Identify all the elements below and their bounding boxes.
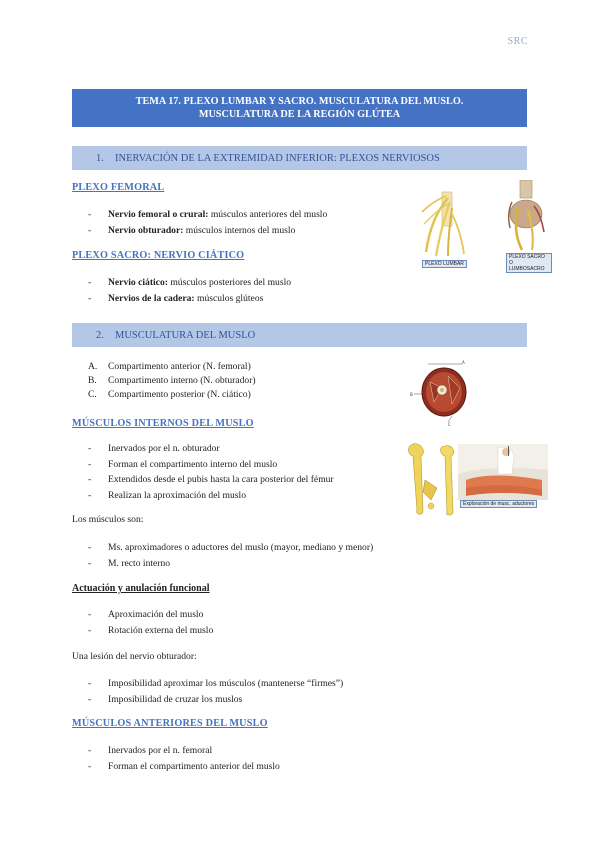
list-item: - Ms. aproximadores o aductores del muslo (mayor, mediano y menor) [88,540,373,556]
list-item: A. Compartimento anterior (N. femoral) [88,361,251,372]
list-item: C. Compartimento posterior (N. ciático) [88,389,251,400]
list-item: - Rotación externa del muslo [88,623,213,639]
svg-text:A: A [462,360,465,365]
exploration-photo-icon [458,444,548,500]
internos-list [88,441,334,503]
section-number: 2. [96,329,104,341]
section-1-heading [72,146,527,170]
lesion-effects-list [88,676,343,707]
list-item: - Nervio femoral o crural: músculos anteriores del muslo [88,207,327,223]
plexo-femoral-heading: PLEXO FEMORAL [72,182,165,193]
lesion-intro: Una lesión del nervio obturador: [72,651,197,662]
title-line-1: TEMA 17. PLEXO LUMBAR Y SACRO. MUSCULATURA DEL MUSLO. [135,96,464,107]
list-item: - Imposibilidad de cruzar los muslos [88,692,343,708]
plexo-lumbar-label: PLEXO LUMBAR [422,260,467,268]
sacral-plexus-icon [504,180,548,252]
functions-list [88,607,213,638]
list-item: - Realizan la aproximación del muslo [88,488,334,504]
document-title [72,89,527,127]
plexo-sacro-figure [504,180,552,272]
plexo-sacro-label: PLEXO SACRO O LUMBOSACRO [506,253,552,273]
list-item: - Forman el compartimento interno del muslo [88,457,334,473]
muscles-list [88,540,373,571]
section-title: MUSCULATURA DEL MUSLO [115,329,256,341]
compartments-list [88,360,256,402]
section-number: 1. [96,152,104,164]
plexo-lumbar-figure [418,190,474,270]
svg-text:B: B [410,392,413,397]
anteriores-list [88,743,280,774]
musculos-internos-heading: MÚSCULOS INTERNOS DEL MUSLO [72,418,254,429]
title-line-2: MUSCULATURA DE LA REGIÓN GLÚTEA [198,109,401,120]
plexo-sacro-list [88,275,291,306]
femur-bones-figure [403,440,465,518]
nerve-illustration-icon [418,190,474,260]
author-initials: SRC [507,36,528,47]
list-item: - Inervados por el n. obturador [88,441,334,457]
plexo-femoral-list [88,207,327,238]
list-item: - Nervio ciático: músculos posteriores del muslo [88,275,291,291]
list-item: - Aproximación del muslo [88,607,213,623]
list-item: - Forman el compartimento anterior del muslo [88,759,280,775]
list-item: - Nervios de la cadera: músculos glúteos [88,291,291,307]
list-item: - Imposibilidad aproximar los músculos (mantenerse “firmes”) [88,676,343,692]
list-item: - Nervio obturador: músculos internos del muslo [88,223,327,239]
section-title: INERVACIÓN DE LA EXTREMIDAD INFERIOR: PLEXOS NERVIOSOS [115,152,440,164]
musculos-anteriores-heading: MÚSCULOS ANTERIORES DEL MUSLO [72,718,268,729]
svg-text:C: C [448,422,451,427]
section-2-heading [72,323,527,347]
muscles-intro: Los músculos son: [72,514,144,525]
plexo-sacro-heading: PLEXO SACRO: NERVIO CIÁTICO [72,250,245,261]
list-item: B. Compartimento interno (N. obturador) [88,375,256,386]
list-item: - M. recto interno [88,556,373,572]
cross-section-icon [408,358,478,428]
femur-icon [403,440,465,518]
list-item: - Extendidos desde el pubis hasta la cara posterior del fémur [88,472,334,488]
thigh-cross-section-figure [408,358,478,428]
function-heading: Actuación y anulación funcional [72,583,210,594]
list-item: - Inervados por el n. femoral [88,743,280,759]
exploration-photo-label: Exploración de musc. aductores [460,500,537,508]
adductor-exploration-photo [458,444,548,510]
